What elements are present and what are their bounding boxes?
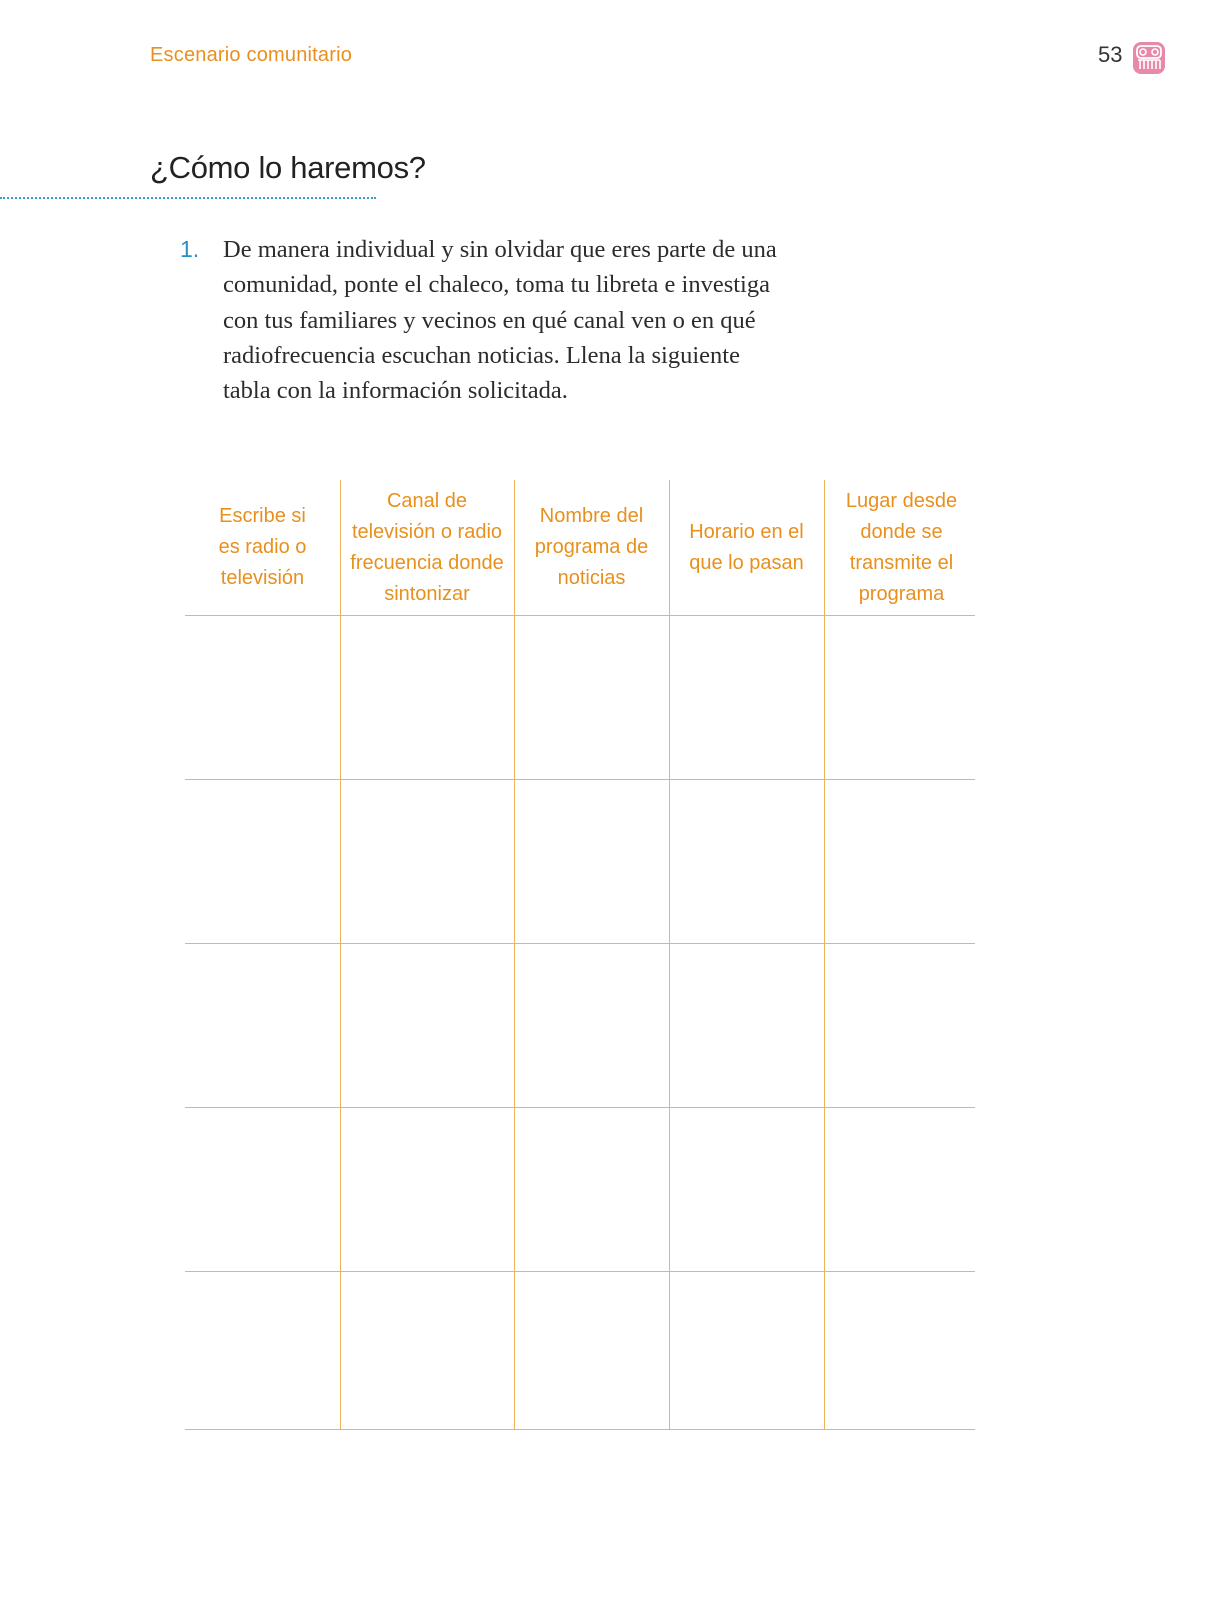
pink-glyph-icon (1132, 41, 1166, 75)
data-table (185, 480, 975, 1430)
column-header-horario: Horario en el que lo pasan (689, 520, 804, 574)
table-row (185, 1271, 975, 1272)
table-column-divider (669, 480, 670, 1430)
table-row (185, 779, 975, 780)
table-row (185, 615, 975, 616)
instruction-number: 1. (180, 236, 200, 262)
table-column-divider (340, 480, 341, 1430)
table-row (185, 1429, 975, 1430)
instruction-line: tabla con la información solicitada. (223, 377, 568, 405)
page-title: ¿Cómo lo haremos? (150, 150, 426, 185)
table-row (185, 1107, 975, 1108)
column-header-medio: Escribe si es radio o televisión (218, 505, 307, 589)
instruction-line: comunidad, ponte el chaleco, toma tu libreta e investiga (223, 271, 770, 299)
table-row (185, 943, 975, 944)
column-header-programa: Nombre del programa de noticias (534, 505, 649, 589)
instruction-line: De manera individual y sin olvidar que eres parte de una (223, 236, 777, 263)
column-header-lugar: Lugar desde donde se transmite el programa (845, 489, 958, 605)
instruction-line: con tus familiares y vecinos en qué canal ven o en qué (223, 306, 756, 334)
column-header-canal: Canal de televisión o radio frecuencia donde sintonizar (350, 489, 504, 605)
instruction-line: radiofrecuencia escuchan noticias. Llena la siguiente (223, 341, 740, 369)
instruction-text (223, 232, 943, 408)
table-column-divider (514, 480, 515, 1430)
title-divider (0, 197, 376, 199)
page-number: 53 (1098, 42, 1123, 67)
table-column-divider (824, 480, 825, 1430)
section-header: Escenario comunitario (150, 44, 353, 66)
